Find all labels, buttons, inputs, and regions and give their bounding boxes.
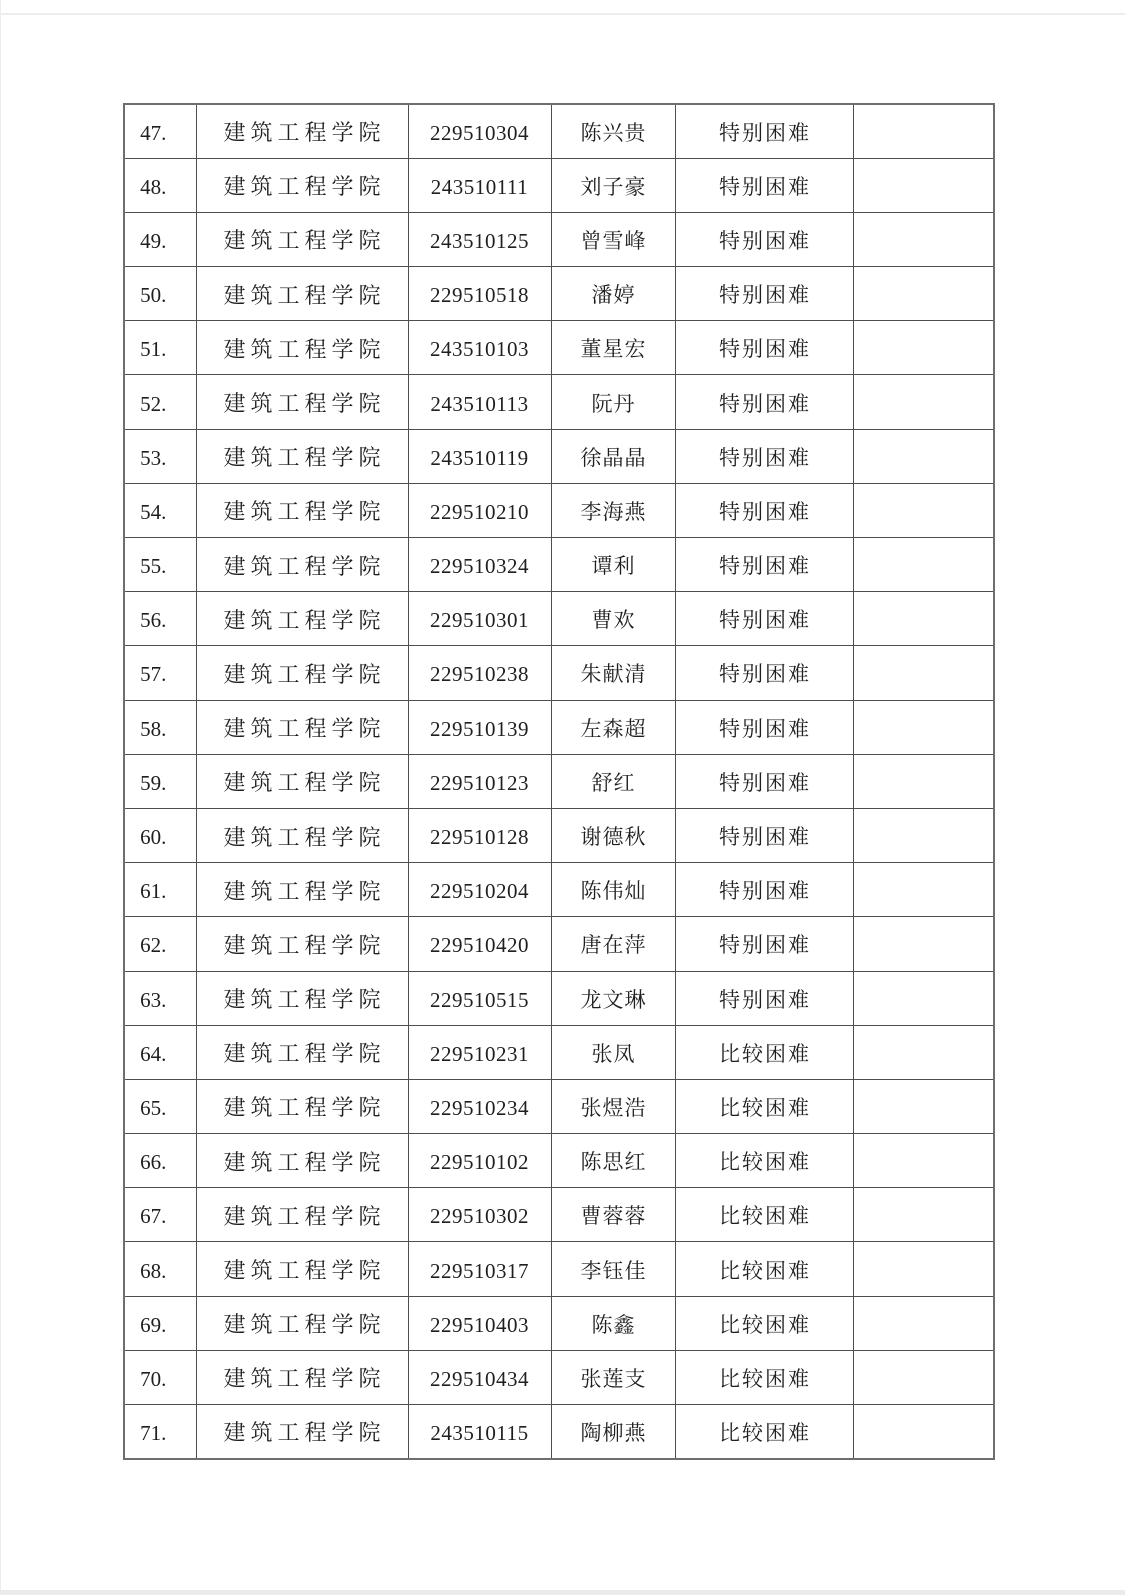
- status-text: 比较困难: [719, 1204, 811, 1229]
- table-row: [124, 1079, 994, 1133]
- status-text: 比较困难: [719, 1095, 811, 1120]
- cell-row-number: 71.: [124, 1405, 196, 1459]
- cell-row-number: 64.: [124, 1025, 196, 1079]
- table-row: [124, 267, 994, 321]
- cell-college: [196, 429, 408, 483]
- cell-student-id: 229510123: [408, 754, 551, 808]
- status-text: 特别困难: [719, 228, 811, 253]
- cell-college: [196, 1350, 408, 1404]
- cell-college: [196, 646, 408, 700]
- college-text: 建筑工程学院: [223, 661, 386, 687]
- status-text: 特别困难: [719, 933, 811, 958]
- cell-status: [675, 592, 853, 646]
- cell-college: [196, 754, 408, 808]
- page-bottom-edge-line: [0, 1590, 1125, 1595]
- cell-note: [853, 592, 994, 646]
- table-row: [124, 646, 994, 700]
- cell-row-number: 63.: [124, 971, 196, 1025]
- table-row: [124, 429, 994, 483]
- table-row: [124, 1025, 994, 1079]
- status-text: 特别困难: [719, 554, 811, 579]
- cell-row-number: 69.: [124, 1296, 196, 1350]
- cell-student-id: 229510403: [408, 1296, 551, 1350]
- cell-name: [551, 863, 675, 917]
- status-text: 特别困难: [719, 499, 811, 524]
- cell-row-number: 47.: [124, 104, 196, 158]
- cell-college: [196, 104, 408, 158]
- cell-status: [675, 429, 853, 483]
- cell-row-number: 53.: [124, 429, 196, 483]
- name-text: 陈伟灿: [580, 879, 647, 904]
- name-text: 张煜浩: [580, 1095, 647, 1120]
- table-row: [124, 375, 994, 429]
- cell-status: [675, 1188, 853, 1242]
- cell-status: [675, 646, 853, 700]
- status-text: 特别困难: [719, 283, 811, 308]
- cell-row-number: 70.: [124, 1350, 196, 1404]
- college-text: 建筑工程学院: [223, 174, 386, 200]
- cell-row-number: 48.: [124, 158, 196, 212]
- cell-status: [675, 863, 853, 917]
- table-row: [124, 700, 994, 754]
- status-text: 比较困难: [719, 1041, 811, 1066]
- cell-row-number: 57.: [124, 646, 196, 700]
- cell-student-id: 229510234: [408, 1079, 551, 1133]
- table-row: [124, 863, 994, 917]
- college-text: 建筑工程学院: [223, 607, 386, 633]
- cell-note: [853, 375, 994, 429]
- cell-row-number: 62.: [124, 917, 196, 971]
- college-text: 建筑工程学院: [223, 987, 386, 1013]
- cell-name: [551, 917, 675, 971]
- college-text: 建筑工程学院: [223, 1095, 386, 1121]
- cell-college: [196, 1079, 408, 1133]
- cell-note: [853, 808, 994, 862]
- cell-note: [853, 646, 994, 700]
- cell-name: [551, 1079, 675, 1133]
- cell-note: [853, 971, 994, 1025]
- cell-college: [196, 375, 408, 429]
- cell-student-id: 243510113: [408, 375, 551, 429]
- table-row: [124, 212, 994, 266]
- cell-student-id: 229510231: [408, 1025, 551, 1079]
- college-text: 建筑工程学院: [223, 445, 386, 471]
- cell-status: [675, 1134, 853, 1188]
- college-text: 建筑工程学院: [223, 932, 386, 958]
- records-table-body: [124, 104, 994, 1459]
- college-text: 建筑工程学院: [223, 391, 386, 417]
- college-text: 建筑工程学院: [223, 1312, 386, 1338]
- college-text: 建筑工程学院: [223, 553, 386, 579]
- cell-status: [675, 1242, 853, 1296]
- name-text: 舒红: [591, 770, 636, 795]
- cell-status: [675, 971, 853, 1025]
- cell-name: [551, 646, 675, 700]
- name-text: 朱献清: [580, 662, 647, 687]
- name-text: 徐晶晶: [580, 445, 647, 470]
- cell-student-id: 229510301: [408, 592, 551, 646]
- cell-name: [551, 1025, 675, 1079]
- cell-name: [551, 1134, 675, 1188]
- table-row: [124, 1188, 994, 1242]
- cell-note: [853, 1350, 994, 1404]
- name-text: 阮丹: [591, 391, 636, 416]
- cell-name: [551, 267, 675, 321]
- cell-row-number: 67.: [124, 1188, 196, 1242]
- cell-note: [853, 321, 994, 375]
- cell-status: [675, 104, 853, 158]
- cell-college: [196, 1134, 408, 1188]
- cell-status: [675, 1296, 853, 1350]
- name-text: 曹蓉蓉: [580, 1204, 647, 1229]
- cell-row-number: 52.: [124, 375, 196, 429]
- page-left-edge-line: [0, 0, 1, 1595]
- status-text: 特别困难: [719, 337, 811, 362]
- cell-name: [551, 483, 675, 537]
- cell-row-number: 65.: [124, 1079, 196, 1133]
- cell-note: [853, 1188, 994, 1242]
- cell-student-id: 229510324: [408, 538, 551, 592]
- status-text: 特别困难: [719, 174, 811, 199]
- cell-college: [196, 158, 408, 212]
- cell-name: [551, 104, 675, 158]
- college-text: 建筑工程学院: [223, 120, 386, 146]
- cell-name: [551, 1188, 675, 1242]
- cell-college: [196, 700, 408, 754]
- cell-student-id: 229510238: [408, 646, 551, 700]
- name-text: 李海燕: [580, 499, 647, 524]
- college-text: 建筑工程学院: [223, 228, 386, 254]
- cell-college: [196, 212, 408, 266]
- cell-status: [675, 538, 853, 592]
- cell-note: [853, 700, 994, 754]
- cell-college: [196, 321, 408, 375]
- table-row: [124, 158, 994, 212]
- status-text: 特别困难: [719, 770, 811, 795]
- college-text: 建筑工程学院: [223, 499, 386, 525]
- cell-note: [853, 267, 994, 321]
- college-text: 建筑工程学院: [223, 1366, 386, 1392]
- cell-name: [551, 538, 675, 592]
- cell-row-number: 50.: [124, 267, 196, 321]
- table-row: [124, 808, 994, 862]
- cell-name: [551, 158, 675, 212]
- cell-name: [551, 754, 675, 808]
- name-text: 张莲支: [580, 1366, 647, 1391]
- cell-status: [675, 700, 853, 754]
- name-text: 谢德秋: [580, 825, 647, 850]
- cell-row-number: 49.: [124, 212, 196, 266]
- page-top-edge-line: [0, 13, 1125, 15]
- cell-note: [853, 1405, 994, 1459]
- name-text: 董星宏: [580, 337, 647, 362]
- name-text: 龙文琳: [580, 987, 647, 1012]
- cell-status: [675, 212, 853, 266]
- name-text: 陶柳燕: [580, 1420, 647, 1445]
- college-text: 建筑工程学院: [223, 770, 386, 796]
- status-text: 特别困难: [719, 608, 811, 633]
- cell-college: [196, 971, 408, 1025]
- cell-row-number: 56.: [124, 592, 196, 646]
- cell-row-number: 60.: [124, 808, 196, 862]
- cell-student-id: 243510111: [408, 158, 551, 212]
- cell-college: [196, 1242, 408, 1296]
- cell-student-id: 229510304: [408, 104, 551, 158]
- cell-college: [196, 863, 408, 917]
- status-text: 比较困难: [719, 1258, 811, 1283]
- cell-note: [853, 1242, 994, 1296]
- cell-row-number: 66.: [124, 1134, 196, 1188]
- status-text: 特别困难: [719, 662, 811, 687]
- cell-note: [853, 158, 994, 212]
- status-text: 特别困难: [719, 716, 811, 741]
- name-text: 陈思红: [580, 1150, 647, 1175]
- table-row: [124, 1296, 994, 1350]
- table-row: [124, 592, 994, 646]
- cell-student-id: 229510128: [408, 808, 551, 862]
- table-row: [124, 104, 994, 158]
- status-text: 特别困难: [719, 987, 811, 1012]
- table-row: [124, 1242, 994, 1296]
- college-text: 建筑工程学院: [223, 1420, 386, 1446]
- cell-college: [196, 538, 408, 592]
- name-text: 曾雪峰: [580, 228, 647, 253]
- cell-name: [551, 700, 675, 754]
- cell-college: [196, 1025, 408, 1079]
- cell-status: [675, 375, 853, 429]
- name-text: 陈兴贵: [580, 120, 647, 145]
- cell-student-id: 243510125: [408, 212, 551, 266]
- college-text: 建筑工程学院: [223, 1149, 386, 1175]
- cell-name: [551, 971, 675, 1025]
- table-row: [124, 483, 994, 537]
- cell-status: [675, 808, 853, 862]
- cell-name: [551, 1350, 675, 1404]
- cell-note: [853, 1296, 994, 1350]
- name-text: 张凤: [591, 1041, 636, 1066]
- cell-student-id: 243510115: [408, 1405, 551, 1459]
- cell-name: [551, 1242, 675, 1296]
- cell-note: [853, 917, 994, 971]
- college-text: 建筑工程学院: [223, 336, 386, 362]
- table-row: [124, 971, 994, 1025]
- cell-student-id: 243510103: [408, 321, 551, 375]
- cell-student-id: 229510302: [408, 1188, 551, 1242]
- cell-student-id: 229510420: [408, 917, 551, 971]
- cell-note: [853, 483, 994, 537]
- cell-status: [675, 321, 853, 375]
- cell-college: [196, 483, 408, 537]
- cell-row-number: 51.: [124, 321, 196, 375]
- cell-status: [675, 267, 853, 321]
- cell-name: [551, 808, 675, 862]
- cell-college: [196, 267, 408, 321]
- cell-student-id: 243510119: [408, 429, 551, 483]
- cell-college: [196, 1188, 408, 1242]
- cell-status: [675, 1025, 853, 1079]
- cell-status: [675, 1350, 853, 1404]
- cell-student-id: 229510515: [408, 971, 551, 1025]
- college-text: 建筑工程学院: [223, 878, 386, 904]
- table-row: [124, 1134, 994, 1188]
- cell-note: [853, 754, 994, 808]
- name-text: 潘婷: [591, 283, 636, 308]
- cell-name: [551, 1296, 675, 1350]
- cell-note: [853, 863, 994, 917]
- status-text: 特别困难: [719, 825, 811, 850]
- cell-student-id: 229510434: [408, 1350, 551, 1404]
- cell-name: [551, 321, 675, 375]
- cell-status: [675, 754, 853, 808]
- cell-college: [196, 592, 408, 646]
- status-text: 特别困难: [719, 879, 811, 904]
- cell-status: [675, 1079, 853, 1133]
- college-text: 建筑工程学院: [223, 716, 386, 742]
- cell-name: [551, 429, 675, 483]
- table-row: [124, 321, 994, 375]
- cell-status: [675, 917, 853, 971]
- cell-note: [853, 429, 994, 483]
- cell-row-number: 58.: [124, 700, 196, 754]
- cell-row-number: 54.: [124, 483, 196, 537]
- status-text: 比较困难: [719, 1312, 811, 1337]
- cell-student-id: 229510518: [408, 267, 551, 321]
- cell-name: [551, 1405, 675, 1459]
- cell-college: [196, 917, 408, 971]
- college-text: 建筑工程学院: [223, 1203, 386, 1229]
- cell-note: [853, 104, 994, 158]
- college-text: 建筑工程学院: [223, 824, 386, 850]
- cell-name: [551, 375, 675, 429]
- cell-row-number: 59.: [124, 754, 196, 808]
- cell-note: [853, 538, 994, 592]
- cell-note: [853, 212, 994, 266]
- table-row: [124, 538, 994, 592]
- cell-note: [853, 1025, 994, 1079]
- status-text: 比较困难: [719, 1366, 811, 1391]
- table-row: [124, 1405, 994, 1459]
- college-text: 建筑工程学院: [223, 1041, 386, 1067]
- name-text: 刘子豪: [580, 174, 647, 199]
- table-row: [124, 754, 994, 808]
- cell-student-id: 229510204: [408, 863, 551, 917]
- cell-note: [853, 1134, 994, 1188]
- cell-note: [853, 1079, 994, 1133]
- cell-student-id: 229510139: [408, 700, 551, 754]
- name-text: 李钰佳: [580, 1258, 647, 1283]
- name-text: 陈鑫: [591, 1312, 636, 1337]
- cell-student-id: 229510317: [408, 1242, 551, 1296]
- name-text: 谭利: [591, 554, 636, 579]
- status-text: 比较困难: [719, 1150, 811, 1175]
- cell-student-id: 229510102: [408, 1134, 551, 1188]
- table-row: [124, 917, 994, 971]
- records-table: [123, 103, 995, 1460]
- cell-status: [675, 1405, 853, 1459]
- table-row: [124, 1350, 994, 1404]
- cell-college: [196, 1405, 408, 1459]
- name-text: 曹欢: [591, 608, 636, 633]
- status-text: 特别困难: [719, 120, 811, 145]
- cell-college: [196, 808, 408, 862]
- name-text: 左森超: [580, 716, 647, 741]
- cell-name: [551, 592, 675, 646]
- status-text: 特别困难: [719, 445, 811, 470]
- cell-row-number: 61.: [124, 863, 196, 917]
- cell-status: [675, 158, 853, 212]
- name-text: 唐在萍: [580, 933, 647, 958]
- status-text: 特别困难: [719, 391, 811, 416]
- cell-student-id: 229510210: [408, 483, 551, 537]
- college-text: 建筑工程学院: [223, 1258, 386, 1284]
- cell-status: [675, 483, 853, 537]
- cell-row-number: 68.: [124, 1242, 196, 1296]
- status-text: 比较困难: [719, 1420, 811, 1445]
- cell-college: [196, 1296, 408, 1350]
- cell-name: [551, 212, 675, 266]
- cell-row-number: 55.: [124, 538, 196, 592]
- college-text: 建筑工程学院: [223, 282, 386, 308]
